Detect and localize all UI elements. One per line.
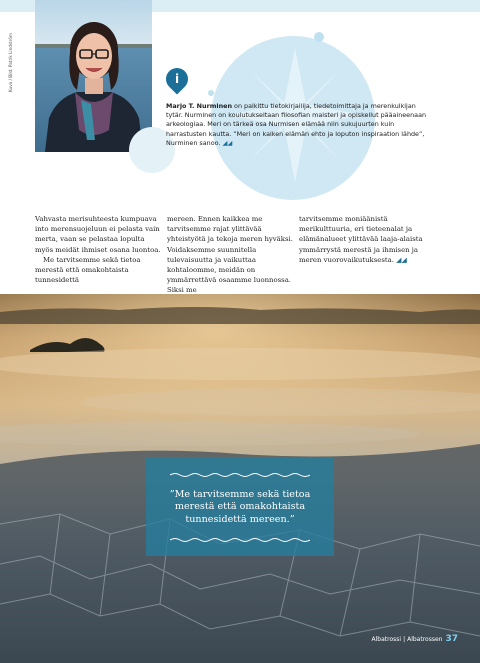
page-number: 37: [445, 634, 458, 644]
magazine-name: Albatrossi: [371, 636, 402, 643]
wave-divider-icon: [170, 537, 310, 543]
footer-separator: |: [403, 636, 406, 643]
portrait-photo: [35, 0, 152, 152]
paragraph-text: tarvitsemme moniäänistä merikulttuuria, eri tieteenalat ja elämänalueet ylittävää laaja-alaista ymmärrystä merestä ja ihmisen ja meren vuorovaikutuksesta.: [299, 215, 423, 264]
pull-quote-text: ”Me tarvitsemme sekä tietoa merestä että omakohtaista tunnesidettä mereen.”: [169, 489, 311, 525]
paragraph: mereen. Ennen kaikkea me tarvitsemme rajat ylittävää yhteistyötä ja tekoja meren hyväksi. Voidaksemme suunnitella tulevaisuutta ja vaikuttaa kohtaloomme, meidän on ymmärrettävä osaamme luonnossa. Siksi me: [167, 215, 293, 295]
decorative-dot: [208, 90, 214, 96]
end-mark-icon: ◢◢: [396, 255, 407, 264]
text-column-1: [35, 214, 163, 285]
author-bio: [166, 102, 428, 148]
wave-divider-icon: [170, 472, 310, 478]
end-mark-icon: ◢◢: [222, 138, 233, 147]
paragraph: Me tarvitsemme sekä tietoa merestä että omakohtaista tunnesidettä: [35, 255, 141, 285]
photo-credit: Kuva / Bild: Patrik Lindström: [8, 33, 13, 92]
page-footer: [372, 634, 458, 644]
text-column-3: [299, 214, 427, 265]
author-bio-text: on palkittu tietokirjailija, tiedetoimittaja ja merenkulkijan tytär. Nurminen on koulutukseltaan filosofian maisteri ja opiskellut pääaineenaan arkeologiaa. Meri on tärkeä osa Nurmisen elämää niin sukujuurten kuin harrastusten kautta. ”Meri on kaiken elämän ehto ja loputon inspiraation lähde”, Nurminen sanoo.: [166, 102, 427, 147]
pull-quote-box: [146, 458, 334, 556]
text-column-2: [167, 214, 295, 296]
paragraph: [299, 214, 427, 265]
author-name: Marjo T. Nurminen: [166, 102, 233, 110]
paragraph: Vahvasta merisuhteesta kumpuava into merensuojeluun ei pelasta vain merta, vaan se pelastaa lopulta myös meidät ihmiset osana luontoa.: [35, 215, 161, 254]
magazine-name-swedish: Albatrossen: [407, 636, 443, 643]
info-badge-label: i: [174, 72, 180, 86]
info-icon: [166, 68, 188, 90]
